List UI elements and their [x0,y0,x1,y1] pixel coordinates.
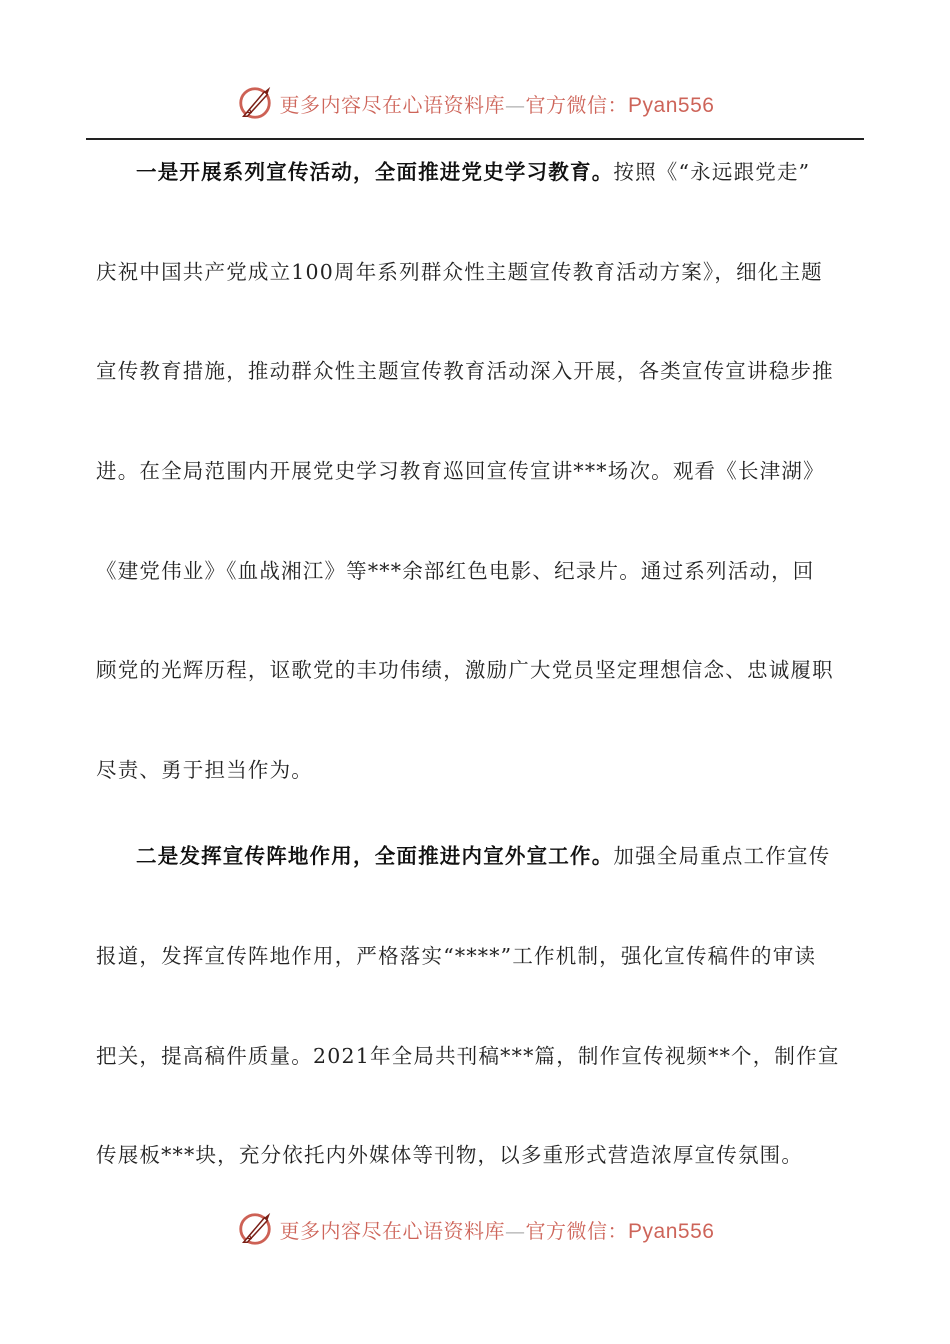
banner-main-text: 更多内容尽在心语资料库 [279,1218,506,1243]
banner-official-label: 官方微信： [525,92,629,117]
banner-official-label: 官方微信： [525,1218,629,1243]
banner-main-text: 更多内容尽在心语资料库 [279,92,506,117]
paragraph-1-line-3: 宣传教育措施，推动群众性主题宣传教育活动深入开展，各类宣传宣讲稳步推 [96,359,834,384]
header-banner-text [280,89,715,118]
paragraph-2-line-1 [96,824,856,924]
footer-banner-text [280,1215,715,1244]
paragraph-2-lead: 二是发挥宣传阵地作用，全面推进内宣外宣工作。 [136,844,614,869]
paragraph-1-line-7: 尽责、勇于担当作为。 [96,758,313,783]
feather-pen-logo-icon [236,1210,274,1248]
paragraph-1-line-6: 顾党的光辉历程，讴歌党的丰功伟绩，激励广大党员坚定理想信念、忠诚履职 [96,658,834,683]
paragraph-2-line-2: 报道，发挥宣传阵地作用，严格落实“****”工作机制，强化宣传稿件的审读 [96,943,817,968]
banner-wechat-id: Pyan556 [628,1219,715,1243]
paragraph-1-line-1 [96,140,856,240]
paragraph-1-line-5: 《建党伟业》《血战湘江》等***余部红色电影、纪录片。通过系列活动，回 [96,558,815,583]
footer-watermark-banner [0,1206,950,1252]
paragraph-1-lead: 一是开展系列宣传活动，全面推进党史学习教育。 [136,160,614,184]
paragraph-1-line-4: 进。在全局范围内开展党史学习教育巡回宣传宣讲***场次。观看《长津湖》 [96,459,825,484]
paragraph-2-line-4: 传展板***块，充分依托内外媒体等刊物，以多重形式营造浓厚宣传氛围。 [96,1143,804,1168]
paragraph-2-line-3: 把关，提高稿件质量。2021年全局共刊稿***篇，制作宣传视频**个，制作宣 [96,1043,840,1068]
banner-dash: — [505,1218,526,1243]
paragraph-1-line-2: 庆祝中国共产党成立100周年系列群众性主题宣传教育活动方案》，细化主题 [96,259,823,284]
feather-pen-logo-icon [236,84,274,122]
banner-dash: — [505,92,526,117]
document-body [96,140,856,1223]
paragraph-2-first-line-rest: 加强全局重点工作宣传 [613,844,831,869]
paragraph-1-first-line-rest: 按照《“永远跟党走” [613,160,811,184]
banner-wechat-id: Pyan556 [628,93,715,117]
header-watermark-banner [0,80,950,126]
